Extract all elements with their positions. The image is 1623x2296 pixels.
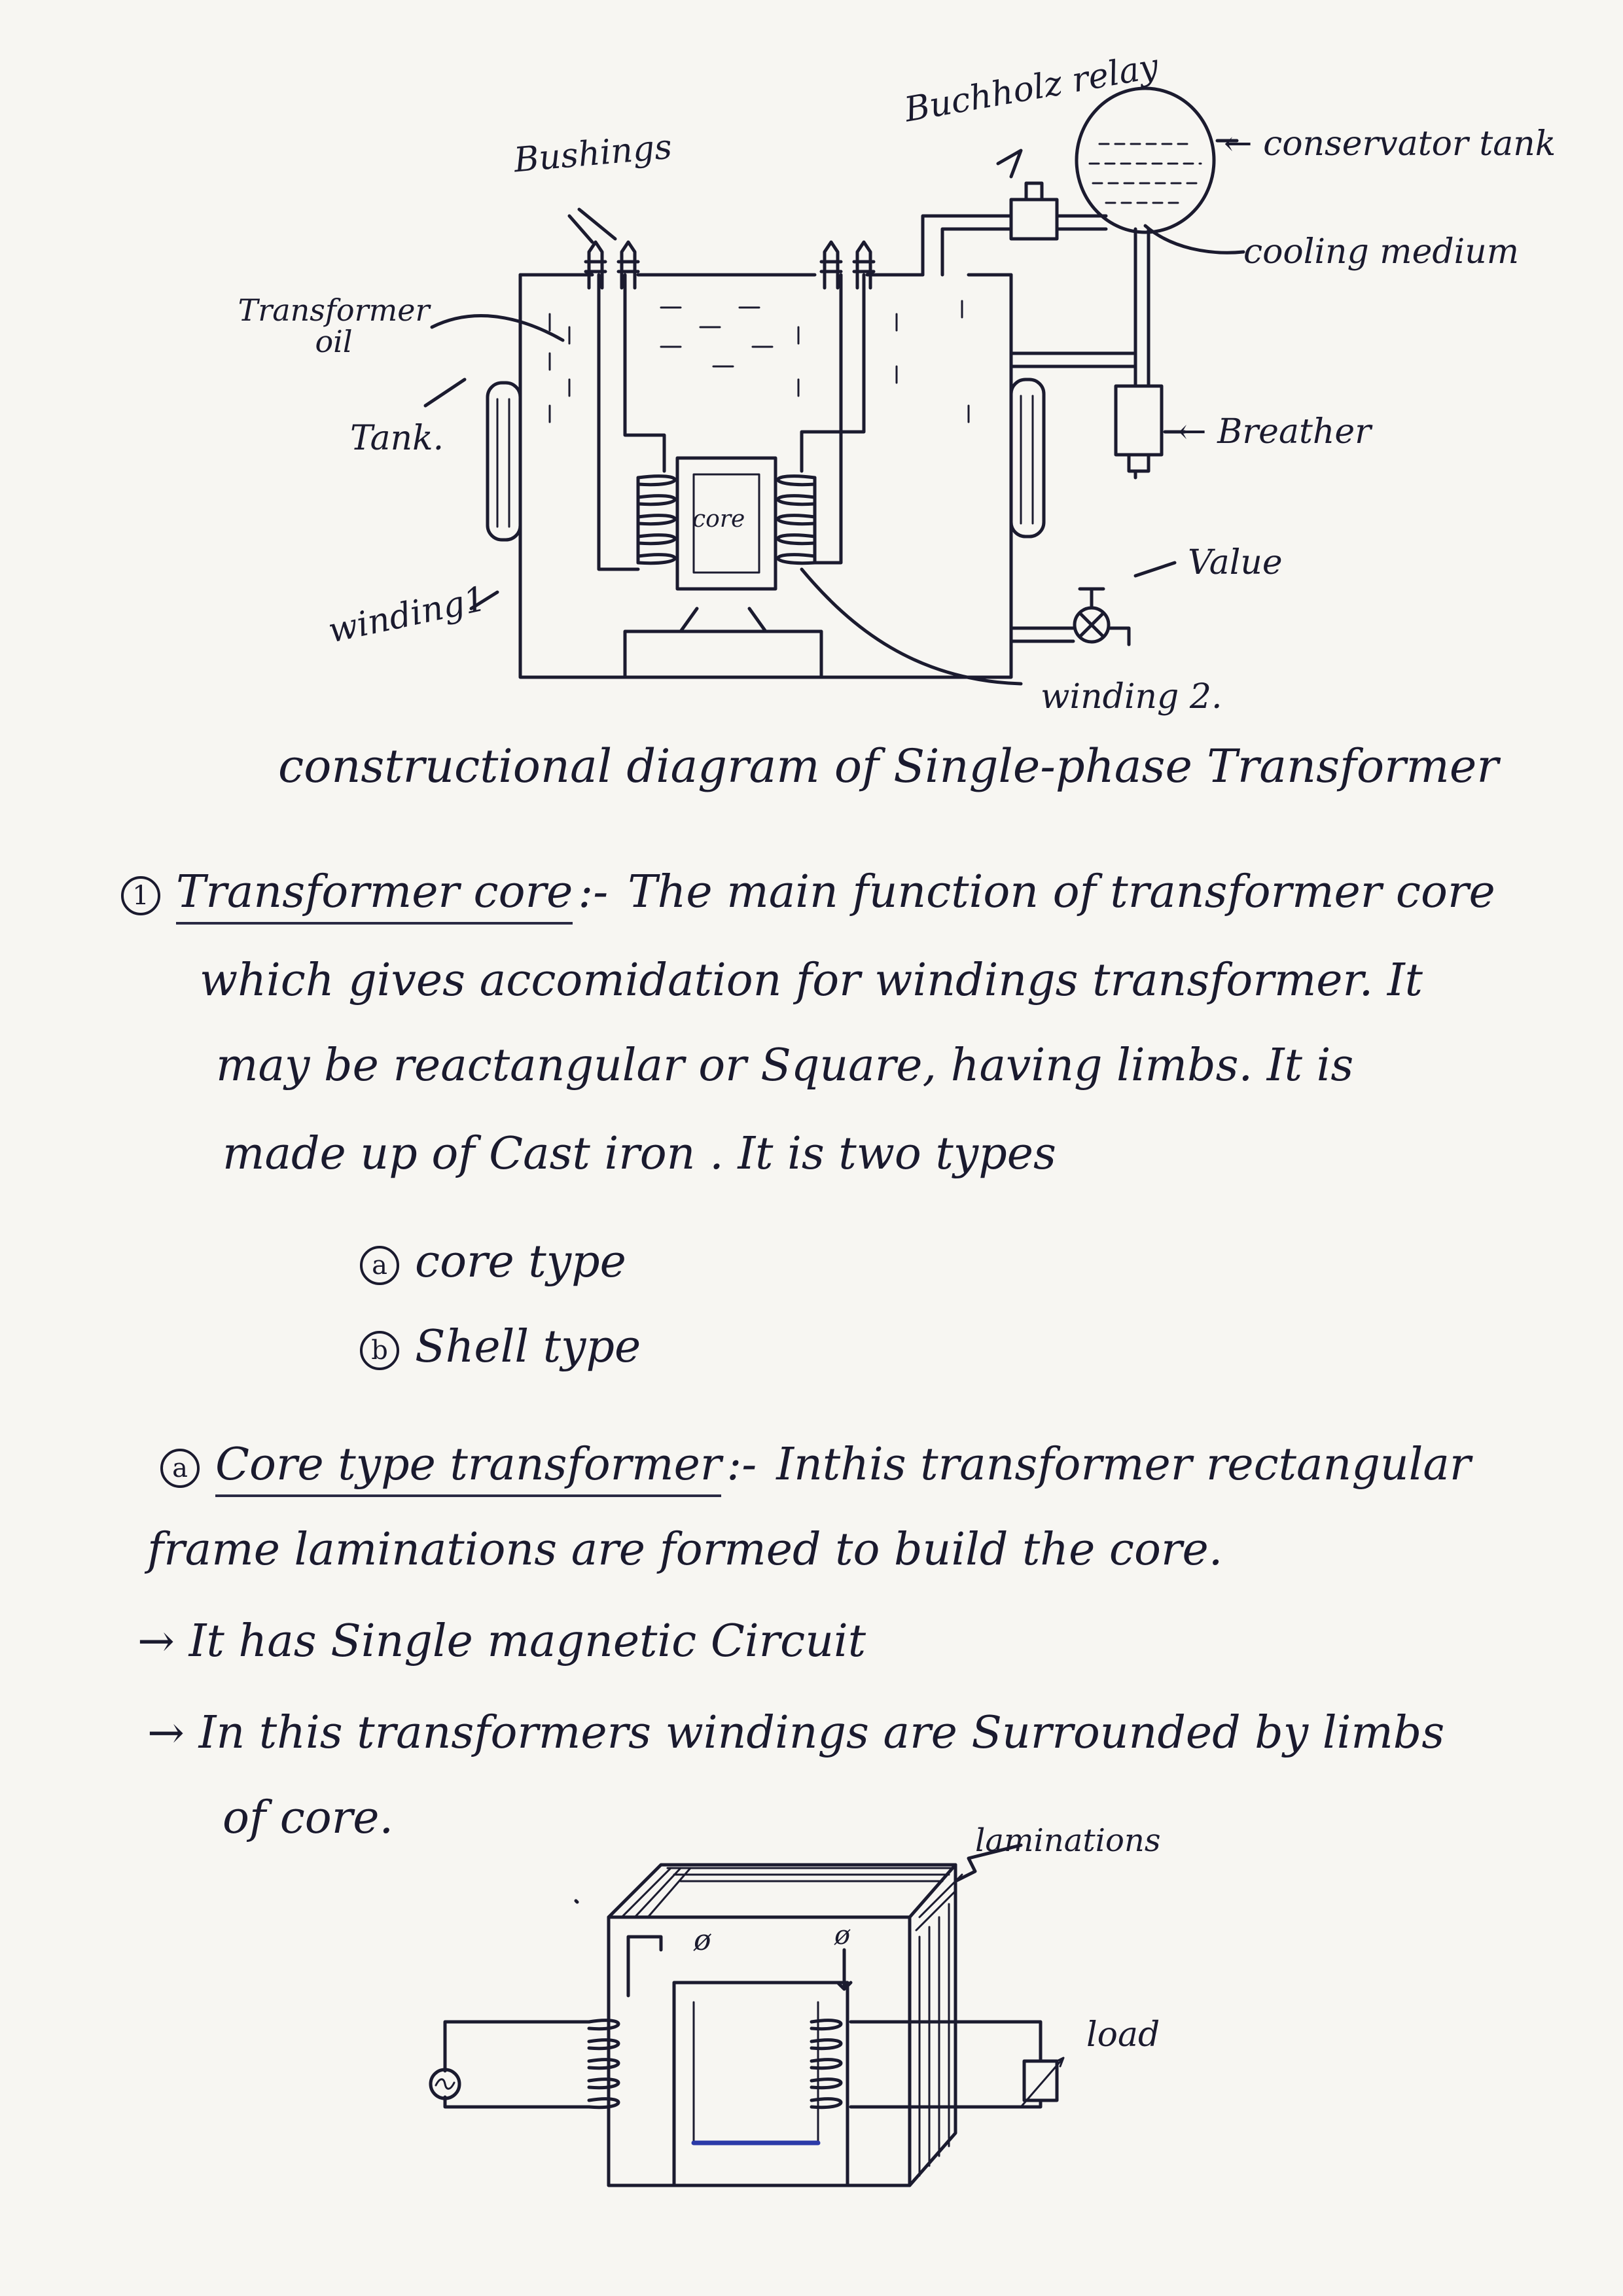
section2-marker: a (160, 1449, 200, 1488)
tank-label: Tank. (350, 419, 444, 458)
section1-line-4: made up of Cast iron . It is two types (223, 1128, 1056, 1180)
section1-number: 1 (121, 876, 160, 915)
core-type-transformer-diagram (0, 1819, 1623, 2199)
radiator-left (488, 383, 520, 540)
section1-line-1: The main function of transformer core (628, 866, 1495, 918)
breather-label: ← Breather (1178, 412, 1371, 451)
shell-type-item (360, 1321, 641, 1373)
transformer-oil-label: Transformer oil (238, 292, 430, 360)
radiator-right (1011, 380, 1044, 537)
section1-line-2: which gives accomidation for windings transformer. It (200, 955, 1423, 1006)
winding2-label: winding 2. (1041, 677, 1222, 716)
shell-type-marker: b (360, 1331, 399, 1370)
conservator-tank-text: conservator tank (1263, 124, 1556, 164)
section2-line-1: Inthis transformer rectangular (776, 1439, 1471, 1491)
core-type-marker: a (360, 1246, 399, 1285)
breather-text: Breather (1217, 412, 1371, 451)
secondary-winding (812, 2021, 841, 2108)
winding2-coils (778, 476, 815, 563)
buchholz-relay-label: Buchholz relay (901, 46, 1162, 130)
winding1-coils (638, 476, 675, 563)
core-base (625, 631, 821, 677)
load-label: load (1086, 2015, 1160, 2055)
winding1-label: winding1 (325, 579, 490, 651)
valve-label: Value (1188, 543, 1283, 582)
core-window (674, 1983, 847, 2185)
flux-label-1: ø (694, 1924, 711, 1957)
section1-heading-sep: :- (578, 866, 609, 918)
section2-line-5: of core. (223, 1792, 394, 1844)
section2-heading: Core type transformer (215, 1439, 721, 1497)
pipe-to-relay (923, 216, 1011, 275)
core-label: core (692, 506, 745, 533)
shell-type-label: Shell type (415, 1321, 641, 1373)
bushing-right-1 (825, 242, 838, 288)
tank-outline (520, 275, 1011, 677)
section1-line-3: may be reactangular or Square, having limbs. It is (216, 1040, 1354, 1091)
section2-line-4: → In this transformers windings are Surrounded by limbs (147, 1707, 1445, 1759)
flux-label-2: ø (834, 1920, 851, 1951)
section2-heading-sep: :- (726, 1439, 757, 1491)
section1-heading-line (121, 866, 1495, 918)
section2-line-2: frame laminations are formed to build the core. (147, 1524, 1223, 1576)
breather (1116, 386, 1162, 455)
core-type-item (360, 1236, 626, 1288)
load-resistor (1024, 2061, 1057, 2100)
core-type-label: core type (415, 1236, 626, 1288)
bushings-label: Bushings (512, 127, 674, 181)
section1-heading: Transformer core (176, 866, 573, 925)
section2-line-3: → It has Single magnetic Circuit (137, 1616, 866, 1667)
conservator-tank (1077, 88, 1214, 232)
transformer-construction-diagram (0, 0, 1623, 785)
primary-winding (589, 2021, 618, 2108)
section2-heading-line (160, 1439, 1471, 1491)
cooling-medium-label: cooling medium (1243, 232, 1520, 272)
laminations-label: laminations (975, 1822, 1161, 1859)
buchholz-relay-box (1011, 200, 1057, 239)
conservator-tank-label: ← conservator tank (1224, 124, 1556, 164)
diagram1-caption: constructional diagram of Single-phase Transformer (278, 739, 1499, 793)
